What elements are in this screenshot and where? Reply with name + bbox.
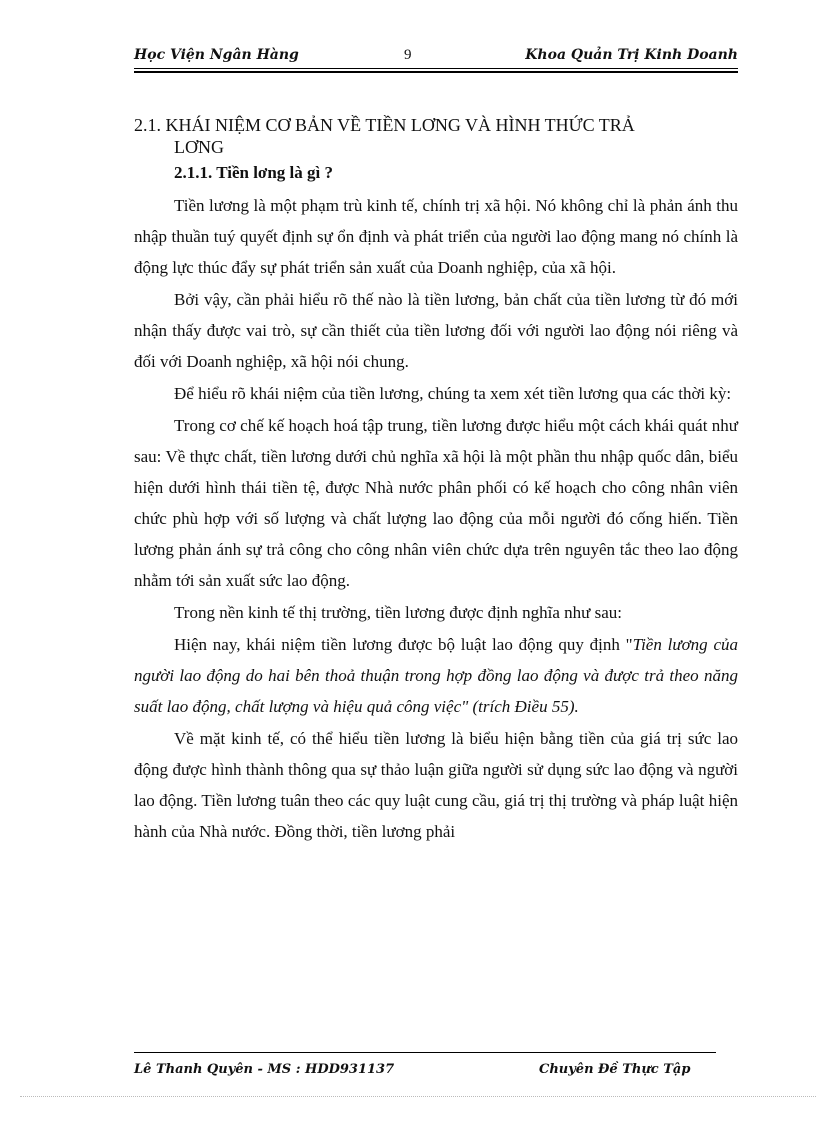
header-page-number: 9 bbox=[404, 47, 412, 63]
quote-text: Tiền lương của người lao động do hai bên thoả thuận trong hợp đồng lao động và được trả theo năng suất lao động, chất lượng và hiệu quả công việc" (trích Điều 55). bbox=[134, 635, 738, 716]
page-footer bbox=[134, 1062, 738, 1082]
quote-intro: Hiện nay, khái niệm tiền lương được bộ luật lao động quy định " bbox=[174, 635, 633, 654]
paragraph: Để hiểu rõ khái niệm của tiền lương, chúng ta xem xét tiền lương qua các thời kỳ: bbox=[174, 384, 732, 403]
footer-author: Lê Thanh Quyên - MS : HDD931137 bbox=[134, 1062, 395, 1077]
paragraph: Tiền lương là một phạm trù kinh tế, chính trị xã hội. Nó không chỉ là phản ánh thu nhập thuần tuý quyết định sự ổn định và phát triển của người lao động mang nó chính là động lực thúc đẩy sự phát triển sản xuất của Doanh nghiệp, của xã hội. bbox=[134, 196, 738, 277]
header-rule-thick bbox=[134, 71, 738, 73]
paragraph: Về mặt kinh tế, có thể hiểu tiền lương là biểu hiện bằng tiền của giá trị sức lao động được hình thành thông qua sự thảo luận giữa người sử dụng sức lao động và người lao động. Tiền lương tuân theo các quy luật cung cầu, giá trị thị trường và pháp luật hiện hành của Nhà nước. Đồng thời, tiền lương phải bbox=[134, 729, 738, 841]
paragraph: Trong cơ chế kế hoạch hoá tập trung, tiền lương được hiểu một cách khái quát như sau: Về thực chất, tiền lương dưới chủ nghĩa xã hội là một phần thu nhập quốc dân, biểu hiện dưới hình thái tiền tệ, được Nhà nước phân phối có kế hoạch cho công nhân viên chức phù hợp với số lượng và chất lượng lao động của mỗi người đó cống hiến. Tiền lương phản ánh sự trả công cho công nhân viên chức dựa trên nguyên tắc theo lao động nhằm tới sản xuất sức lao động. bbox=[134, 416, 738, 590]
quote-paragraph bbox=[134, 629, 738, 722]
subsection-title: 2.1.1. Tiền lơng là gì ? bbox=[174, 163, 333, 182]
footer-document-type: Chuyên Đề Thực Tập bbox=[539, 1062, 691, 1077]
page-edge-divider bbox=[20, 1096, 816, 1097]
section-title-line1: 2.1. KHÁI NIỆM CƠ BẢN VỀ TIỀN LƠNG VÀ HÌNH THỨC TRẢ bbox=[134, 115, 635, 135]
header-department: Khoa Quản Trị Kinh Doanh bbox=[525, 47, 738, 63]
section-title-line2: LƠNG bbox=[174, 137, 224, 157]
page-header bbox=[134, 47, 738, 69]
page-body bbox=[134, 114, 738, 848]
paragraph: Trong nền kinh tế thị trường, tiền lương được định nghĩa như sau: bbox=[174, 603, 623, 622]
footer-rule bbox=[134, 1052, 716, 1053]
paragraph: Bởi vậy, cần phải hiểu rõ thế nào là tiền lương, bản chất của tiền lương từ đó mới nhận thấy được vai trò, sự cần thiết của tiền lương đối với người lao động nói riêng và đối với Doanh nghiệp, xã hội nói chung. bbox=[134, 290, 738, 371]
section-title bbox=[134, 114, 738, 158]
header-rule-thin bbox=[134, 68, 738, 69]
header-institution: Học Viện Ngân Hàng bbox=[134, 47, 299, 63]
